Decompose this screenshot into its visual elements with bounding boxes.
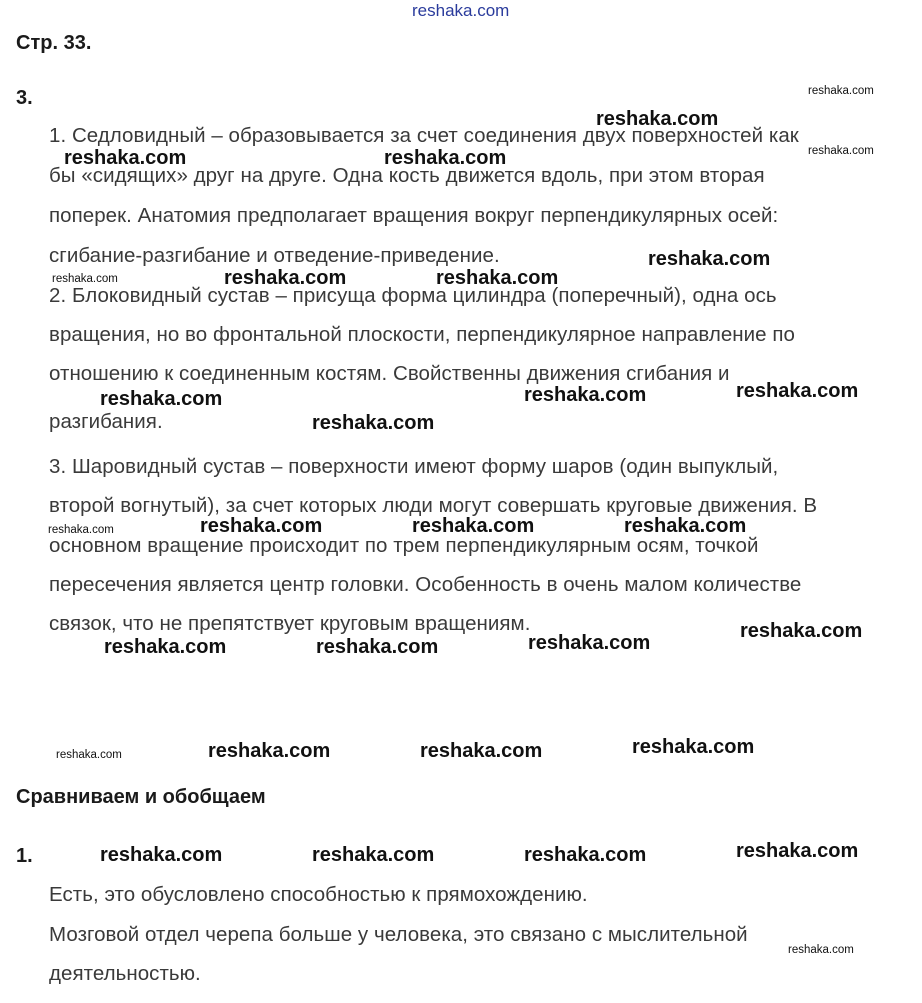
page-heading: Стр. 33. bbox=[16, 32, 92, 54]
watermark: reshaka.com bbox=[788, 944, 854, 956]
text-line: 1. Седловидный – образовывается за счет соединения двух поверхностей как bbox=[49, 124, 799, 147]
text-line: второй вогнутый), за счет которых люди могут совершать круговые движения. В bbox=[49, 494, 818, 517]
text-line: связок, что не препятствует круговым вращениям. bbox=[49, 612, 531, 635]
watermark: reshaka.com bbox=[528, 632, 651, 654]
watermark: reshaka.com bbox=[624, 515, 747, 537]
text-line: вращения, но во фронтальной плоскости, перпендикулярное направление по bbox=[49, 323, 795, 346]
watermark: reshaka.com bbox=[384, 147, 507, 169]
text-line: Мозговой отдел черепа больше у человека, это связано с мыслительной bbox=[49, 923, 748, 946]
watermark: reshaka.com bbox=[412, 515, 535, 537]
text-line: 3. Шаровидный сустав – поверхности имеют форму шаров (один выпуклый, bbox=[49, 455, 779, 478]
text-line: деятельностью. bbox=[49, 962, 201, 985]
text-line: сгибание-разгибание и отведение-приведение. bbox=[49, 244, 500, 267]
watermark: reshaka.com bbox=[52, 273, 118, 285]
watermark: reshaka.com bbox=[100, 388, 223, 410]
watermark: reshaka.com bbox=[312, 412, 435, 434]
text-line: разгибания. bbox=[49, 410, 163, 433]
task3-number: 3. bbox=[16, 87, 33, 109]
text-line: поперек. Анатомия предполагает вращения вокруг перпендикулярных осей: bbox=[49, 204, 779, 227]
watermark: reshaka.com bbox=[200, 515, 323, 537]
watermark: reshaka.com bbox=[736, 380, 859, 402]
watermark: reshaka.com bbox=[436, 267, 559, 289]
watermark: reshaka.com bbox=[48, 524, 114, 536]
watermark: reshaka.com bbox=[208, 740, 331, 762]
text-line: пересечения является центр головки. Особенность в очень малом количестве bbox=[49, 573, 802, 596]
watermark: reshaka.com bbox=[64, 147, 187, 169]
watermark: reshaka.com bbox=[632, 736, 755, 758]
watermark: reshaka.com bbox=[648, 248, 771, 270]
text-line: основном вращение происходит по трем перпендикулярным осям, точкой bbox=[49, 534, 759, 557]
task1-number: 1. bbox=[16, 845, 33, 867]
watermark: reshaka.com bbox=[312, 844, 435, 866]
watermark: reshaka.com bbox=[100, 844, 223, 866]
section-heading: Сравниваем и обобщаем bbox=[16, 786, 266, 808]
text-line: Есть, это обусловлено способностью к прямохождению. bbox=[49, 883, 588, 906]
watermark: reshaka.com bbox=[56, 749, 122, 761]
watermark: reshaka.com bbox=[524, 384, 647, 406]
watermark: reshaka.com bbox=[596, 108, 719, 130]
watermark: reshaka.com bbox=[524, 844, 647, 866]
text-line: бы «сидящих» друг на друге. Одна кость движется вдоль, при этом вторая bbox=[49, 164, 765, 187]
watermark: reshaka.com bbox=[420, 740, 543, 762]
text-line: отношению к соединенным костям. Свойственны движения сгибания и bbox=[49, 362, 730, 385]
watermark: reshaka.com bbox=[808, 145, 874, 157]
site-watermark: reshaka.com bbox=[412, 1, 510, 20]
watermark: reshaka.com bbox=[104, 636, 227, 658]
text-line: 2. Блоковидный сустав – присуща форма цилиндра (поперечный), одна ось bbox=[49, 284, 777, 307]
watermark: reshaka.com bbox=[316, 636, 439, 658]
watermark: reshaka.com bbox=[740, 620, 863, 642]
watermark: reshaka.com bbox=[224, 267, 347, 289]
watermark: reshaka.com bbox=[808, 85, 874, 97]
watermark: reshaka.com bbox=[736, 840, 859, 862]
